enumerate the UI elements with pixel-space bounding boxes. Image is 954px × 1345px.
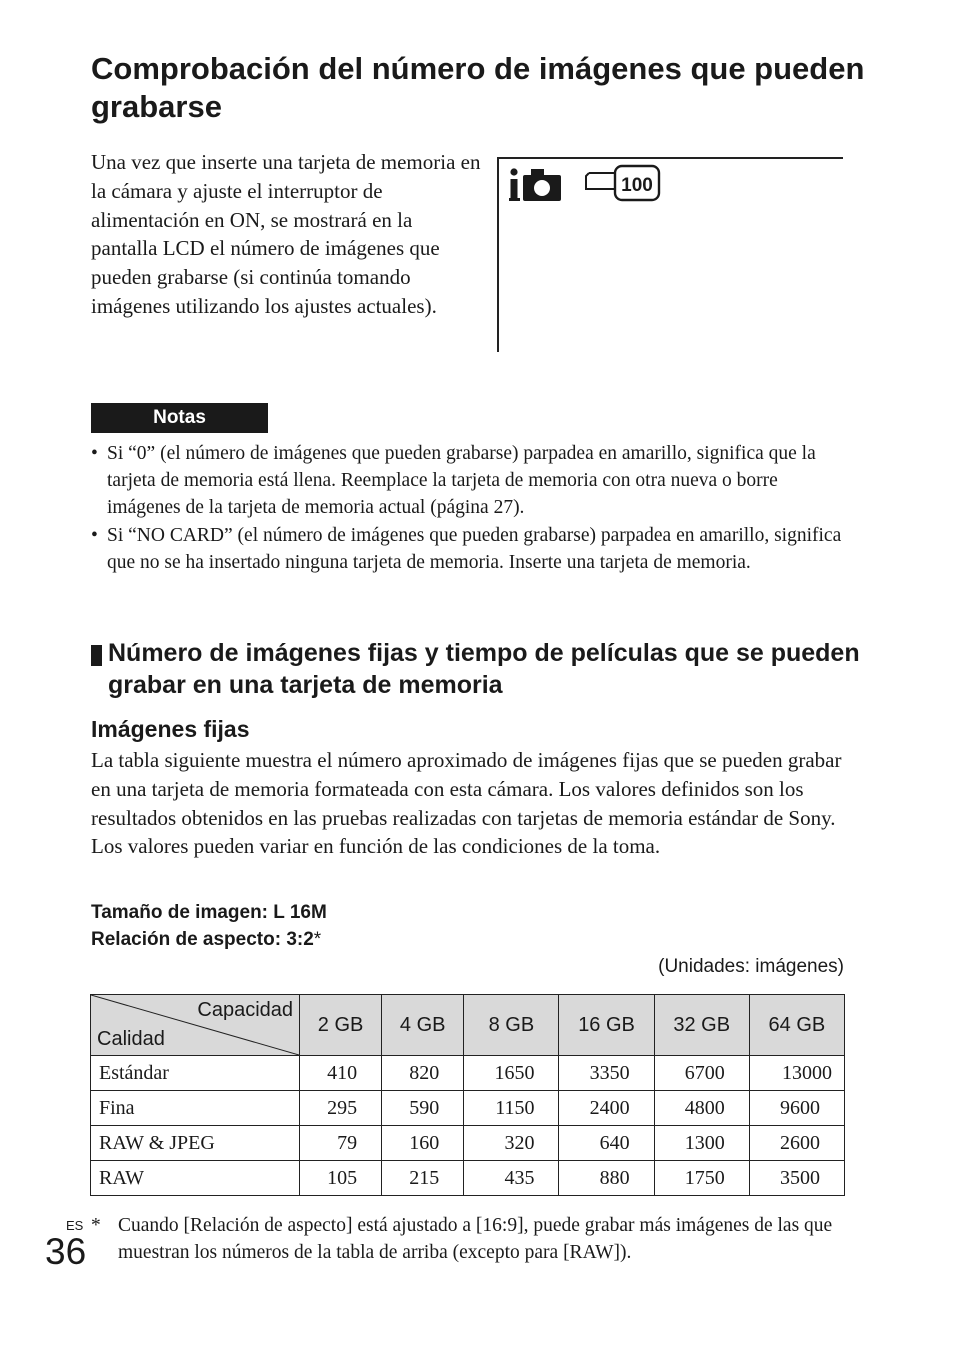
table-cell: 4800 — [654, 1091, 749, 1126]
table-cell: 1150 — [464, 1091, 559, 1126]
table-cell: 295 — [300, 1091, 382, 1126]
column-header: 8 GB — [464, 995, 559, 1056]
column-header: 32 GB — [654, 995, 749, 1056]
table-header-row — [91, 995, 845, 1056]
column-header: 16 GB — [559, 995, 654, 1056]
intro-paragraph: Una vez que inserte una tarjeta de memoria en la cámara y ajuste el interruptor de alimentación en ON, se mostrará en la pantalla LCD el número de imágenes que pueden grabarse (si continúa tomando imágenes utilizando los ajustes actuales). — [91, 150, 481, 318]
capacity-table — [90, 994, 845, 1196]
table-row — [91, 1126, 845, 1161]
table-row — [91, 1161, 845, 1196]
table-row — [91, 1091, 845, 1126]
page-title: Comprobación del número de imágenes que pueden grabarse — [91, 51, 865, 124]
table-cell: 1750 — [654, 1161, 749, 1196]
spec-aspect-mark: * — [313, 929, 322, 950]
spec-aspect-ratio — [91, 927, 321, 953]
table-cell: 13000 — [749, 1056, 844, 1091]
table-cell: 2400 — [559, 1091, 654, 1126]
column-header: 2 GB — [300, 995, 382, 1056]
table-cell: 6700 — [654, 1056, 749, 1091]
row-label: Estándar — [91, 1056, 300, 1091]
subheading: Imágenes fijas — [91, 716, 250, 742]
table-cell: 1300 — [654, 1126, 749, 1161]
table-cell: 880 — [559, 1161, 654, 1196]
row-label: Fina — [91, 1091, 300, 1126]
table-row — [91, 1056, 845, 1091]
table-cell: 3500 — [749, 1161, 844, 1196]
spec-image-size: Tamaño de imagen: L 16M — [91, 902, 327, 923]
quality-header-label: Calidad — [97, 1028, 165, 1050]
lcd-display-illustration — [497, 157, 843, 352]
table-cell: 9600 — [749, 1091, 844, 1126]
corner-header-cell — [91, 995, 300, 1056]
memory-card-icon — [583, 163, 663, 203]
footnote-text: Cuando [Relación de aspecto] está ajustado a [16:9], puede grabar más imágenes de las que muestran los números de la tabla de arriba (excepto para [RAW]). — [118, 1215, 833, 1264]
notes-label: Notas — [91, 403, 268, 433]
row-label: RAW & JPEG — [91, 1126, 300, 1161]
table-cell: 1650 — [464, 1056, 559, 1091]
note-text: Si “NO CARD” (el número de imágenes que pueden grabarse) parpadea en amarillo, significa que no se ha insertado ninguna tarjeta de memoria. Inserte una tarjeta de memoria. — [107, 524, 842, 573]
section-heading: Número de imágenes fijas y tiempo de películas que se pueden grabar en una tarjeta de memoria — [108, 639, 860, 699]
notes-list — [91, 440, 851, 576]
table-cell: 435 — [464, 1161, 559, 1196]
spec-aspect-text: Relación de aspecto: 3:2 — [91, 929, 314, 950]
page-number: 36 — [45, 1231, 87, 1272]
table-cell: 215 — [382, 1161, 464, 1196]
table-cell: 590 — [382, 1091, 464, 1126]
table-cell: 820 — [382, 1056, 464, 1091]
table-cell: 79 — [300, 1126, 382, 1161]
note-text: Si “0” (el número de imágenes que pueden grabarse) parpadea en amarillo, significa que la tarjeta de memoria está llena. Reemplace la tarjeta de memoria con otra nueva o borre imágenes de la tarjeta de memoria actual (página 27). — [107, 443, 816, 519]
list-item: • Si “0” (el número de imágenes que pueden grabarse) parpadea en amarillo, significa que la tarjeta de memoria está llena. Reemplace la tarjeta de memoria con otra nueva o borre imágenes de la tarjeta de memoria actual (página 27). — [91, 443, 816, 519]
column-header: 64 GB — [749, 995, 844, 1056]
table-cell: 410 — [300, 1056, 382, 1091]
table-cell: 3350 — [559, 1056, 654, 1091]
row-label: RAW — [91, 1161, 300, 1196]
language-code: ES — [66, 1218, 84, 1233]
intelligent-auto-camera-icon — [509, 167, 565, 203]
table-cell: 2600 — [749, 1126, 844, 1161]
table-cell: 160 — [382, 1126, 464, 1161]
units-note: (Unidades: imágenes) — [658, 956, 844, 977]
table-cell: 640 — [559, 1126, 654, 1161]
capacity-header-label: Capacidad — [197, 999, 293, 1021]
body-paragraph: La tabla siguiente muestra el número aproximado de imágenes fijas que se pueden grabar en una tarjeta de memoria formateada con esta cámara. Los valores definidos son los resultados obtenidos en las pruebas realizadas con tarjetas de memoria estándar de Sony. Los valores pueden variar en función de las condiciones de la toma. — [91, 748, 842, 859]
section-marker-icon — [91, 645, 102, 666]
shots-remaining-count: 100 — [621, 175, 653, 196]
column-header: 4 GB — [382, 995, 464, 1056]
table-cell: 105 — [300, 1161, 382, 1196]
list-item: • Si “NO CARD” (el número de imágenes que pueden grabarse) parpadea en amarillo, significa que no se ha insertado ninguna tarjeta de memoria. Inserte una tarjeta de memoria. — [91, 524, 842, 573]
footnote-mark: * — [91, 1215, 101, 1236]
table-cell: 320 — [464, 1126, 559, 1161]
